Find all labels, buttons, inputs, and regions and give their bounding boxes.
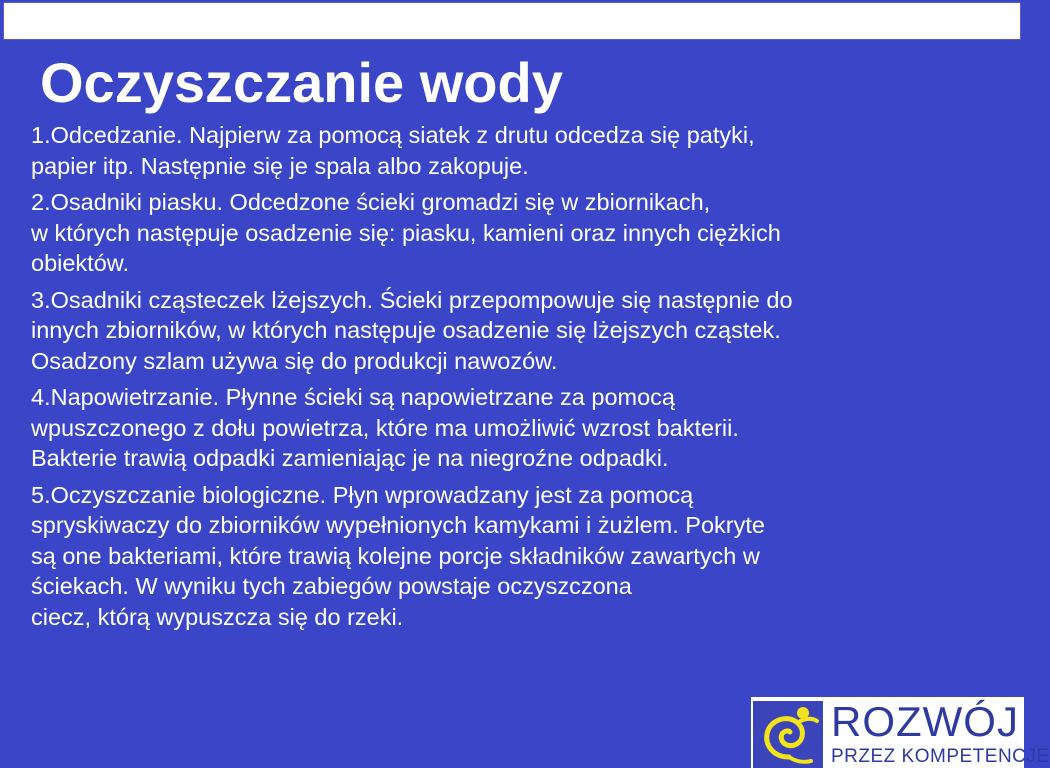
text-line: wpuszczonego z dołu powietrza, które ma umożliwić wzrost bakterii. [31, 414, 739, 441]
logo-subtitle: PRZEZ KOMPETENCJE [831, 746, 1050, 767]
paragraph-5 [31, 480, 971, 633]
text-line: innych zbiorników, w których następuje osadzenie się lżejszych cząstek. [31, 317, 781, 343]
text-line: Osadzony szlam używa się do produkcji nawozów. [31, 347, 558, 374]
text-line: ściekach. W wyniku tych zabiegów powstaje oczyszczona [31, 573, 632, 599]
text-line: ciecz, którą wypuszcza się do rzeki. [31, 603, 404, 630]
slide-content [31, 120, 971, 638]
paragraph-3 [31, 285, 971, 377]
spiral-figure-icon [753, 701, 823, 768]
text-line: 4.Napowietrzanie. Płynne ścieki są napowietrzane za pomocą [31, 384, 675, 410]
paragraph-2 [31, 187, 971, 279]
text-line: są one bakteriami, które trawią kolejne porcje składników zawartych w [31, 542, 760, 569]
slide-title: Oczyszczanie wody [40, 51, 563, 114]
text-line: papier itp. Następnie się je spala albo zakopuje. [31, 152, 529, 179]
paragraph-1 [31, 120, 971, 181]
text-line: w których następuje osadzenie się: piasku, kamieni oraz innych ciężkich [31, 219, 781, 246]
text-line: 1.Odcedzanie. Najpierw za pomocą siatek z drutu odcedza się patyki, [31, 122, 755, 148]
text-line: 5.Oczyszczanie biologiczne. Płyn wprowadzany jest za pomocą [31, 481, 694, 508]
top-bar [3, 2, 1021, 40]
logo-title: ROZWÓJ [831, 698, 1019, 745]
text-line: spryskiwaczy do zbiorników wypełnionych kamykami i żużlem. Pokryte [31, 512, 765, 538]
rozwoj-logo [751, 697, 1050, 768]
text-line: Bakterie trawią odpadki zamieniając je na niegroźne odpadki. [31, 445, 669, 471]
text-line: 2.Osadniki piasku. Odcedzone ścieki gromadzi się w zbiornikach, [31, 189, 711, 215]
paragraph-4 [31, 382, 971, 474]
text-line: obiektów. [31, 250, 129, 276]
text-line: 3.Osadniki cząsteczek lżejszych. Ścieki przepompowuje się następnie do [31, 286, 793, 313]
